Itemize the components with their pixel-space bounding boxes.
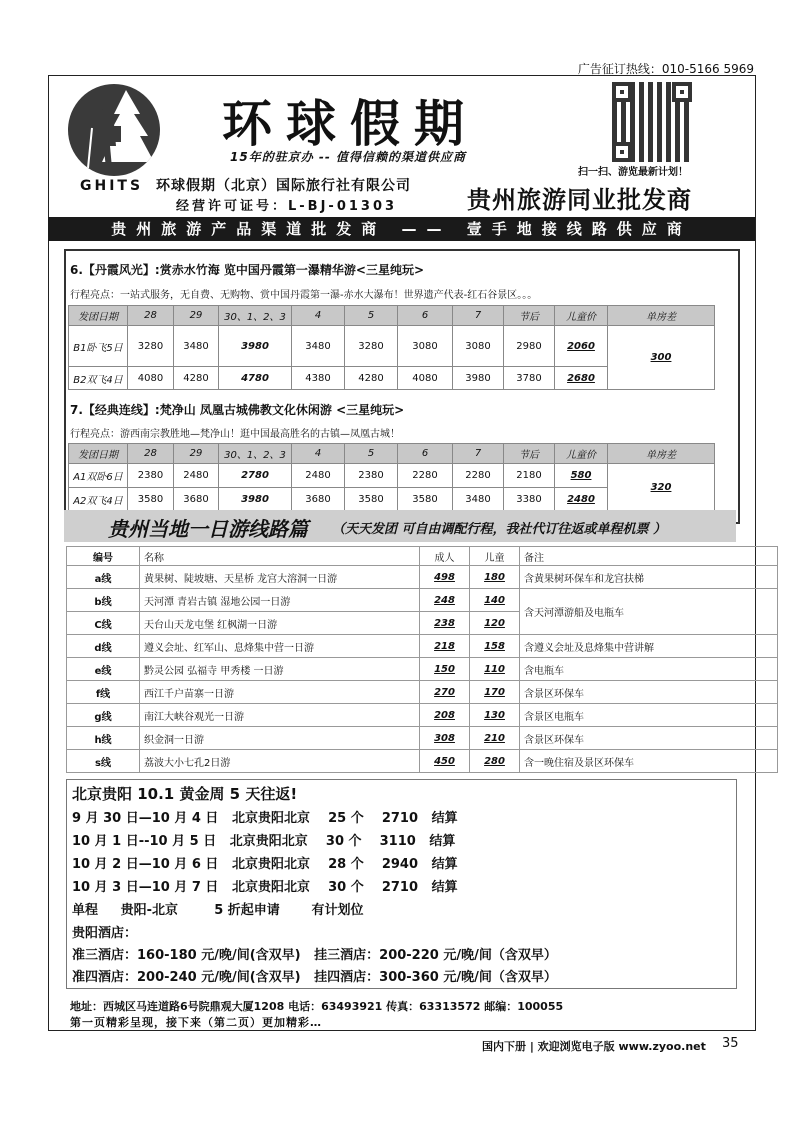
price-cell: 2380: [345, 464, 398, 488]
column-header: 28: [128, 444, 174, 464]
price-cell: 3580: [345, 488, 398, 512]
route-label: B2双飞4日: [69, 367, 128, 390]
tour6-highlight: 行程亮点：一站式服务，无自费、无购物、赏中国丹霞第一瀑-赤水大瀑布！世界遗产代表-红石谷景区。。。: [70, 290, 538, 301]
column-header: 7: [453, 444, 504, 464]
column-header: 5: [345, 306, 398, 326]
column-header: 6: [398, 306, 453, 326]
price-cell: 4280: [174, 367, 219, 390]
tour6-price-table: [68, 305, 715, 390]
route-note: 含景区电瓶车: [520, 704, 778, 727]
column-header: 29: [174, 306, 219, 326]
route-code: d线: [67, 635, 140, 658]
table-row: [67, 681, 778, 704]
column-header: 发团日期: [69, 306, 128, 326]
golden-week-heading: 北京贵阳 10.1 黄金周 5 天往返!: [72, 785, 298, 803]
hiker-tree-logo: [68, 84, 160, 176]
price-cell: 2280: [398, 464, 453, 488]
route-note: 含电瓶车: [520, 658, 778, 681]
adult-price: 450: [420, 750, 470, 773]
local-tours-table: [66, 546, 778, 773]
column-header: 30、1、2、3: [219, 444, 292, 464]
page-number: 35: [722, 1036, 739, 1051]
route-name: 黄果树、陡坡塘、天星桥 龙宫大溶洞一日游: [140, 566, 420, 589]
adult-price: 150: [420, 658, 470, 681]
route-note: 含一晚住宿及景区环保车: [520, 750, 778, 773]
route-name: 西江千户苗寨一日游: [140, 681, 420, 704]
price-cell: 3680: [174, 488, 219, 512]
column-header: 6: [398, 444, 453, 464]
route-note: 含天河潭游船及电瓶车: [520, 589, 778, 635]
child-price: 2060: [555, 326, 608, 367]
column-header: 名称: [140, 547, 420, 566]
price-cell: 4380: [292, 367, 345, 390]
trip-line: 10 月 2 日—10 月 6 日 北京贵阳北京 28 个 2940 结算: [72, 857, 458, 872]
adult-price: 270: [420, 681, 470, 704]
local-tours-title-bar: [64, 510, 736, 542]
footer-more: 第一页精彩呈现，接下来（第二页）更加精彩…: [70, 1016, 322, 1029]
tour7-title: 7.【经典连线】:梵净山 凤凰古城佛教文化休闲游 <三星纯玩>: [70, 403, 405, 417]
adult-price: 308: [420, 727, 470, 750]
table-header-row: [69, 444, 715, 464]
route-code: h线: [67, 727, 140, 750]
brand-slogan: 15年的驻京办 -- 值得信赖的渠道供应商: [230, 150, 467, 164]
price-cell: 3680: [292, 488, 345, 512]
route-note: 含景区环保车: [520, 727, 778, 750]
company-name: 环球假期（北京）国际旅行社有限公司: [156, 178, 411, 194]
child-price: 280: [470, 750, 520, 773]
brand-title: 环球假期: [222, 94, 478, 153]
table-header-row: [67, 547, 778, 566]
column-header: 28: [128, 306, 174, 326]
table-row: [67, 589, 778, 612]
route-code: C线: [67, 612, 140, 635]
price-cell: 3480: [453, 488, 504, 512]
local-tours-title: 贵州当地一日游线路篇: [108, 517, 308, 541]
column-header: 发团日期: [69, 444, 128, 464]
route-code: g线: [67, 704, 140, 727]
route-name: 遵义会址、红军山、息烽集中营一日游: [140, 635, 420, 658]
adult-price: 498: [420, 566, 470, 589]
route-name: 天台山天龙屯堡 红枫湖一日游: [140, 612, 420, 635]
table-row: [69, 464, 715, 488]
price-cell: 2980: [504, 326, 555, 367]
child-price: 580: [555, 464, 608, 488]
adult-price: 208: [420, 704, 470, 727]
price-cell: 2280: [453, 464, 504, 488]
footer-address: 地址：西城区马连道路6号院鼎观大厦1208 电话：63493921 传真：63313572 邮编：100055: [70, 1000, 564, 1013]
table-row: [67, 704, 778, 727]
table-row: [67, 750, 778, 773]
price-cell: 2180: [504, 464, 555, 488]
tour7-highlight: 行程亮点：游西南宗教胜地—梵净山！逛中国最高胜名的古镇—凤凰古城！: [70, 429, 400, 440]
price-cell: 2480: [292, 464, 345, 488]
column-header: 儿童价: [555, 306, 608, 326]
price-cell: 3580: [128, 488, 174, 512]
route-name: 黔灵公园 弘福寺 甲秀楼 一日游: [140, 658, 420, 681]
child-price: 180: [470, 566, 520, 589]
route-code: a线: [67, 566, 140, 589]
price-cell: 3980: [219, 488, 292, 512]
table-row: [67, 727, 778, 750]
adult-price: 218: [420, 635, 470, 658]
child-price: 130: [470, 704, 520, 727]
price-cell: 4080: [128, 367, 174, 390]
column-header: 5: [345, 444, 398, 464]
child-price: 2680: [555, 367, 608, 390]
column-header: 30、1、2、3: [219, 306, 292, 326]
price-cell: 3480: [292, 326, 345, 367]
single-room-supplement: 300: [608, 326, 715, 390]
oneway-line: 单程 贵阳-北京 5 折起申请 有计划位: [72, 903, 364, 918]
hotel-line: 准三酒店：160-180 元/晚/间(含双早) 挂三酒店：200-220 元/晚/间（含双早）: [72, 948, 557, 963]
price-cell: 3480: [174, 326, 219, 367]
wholesale-title: 贵州旅游同业批发商: [467, 185, 692, 214]
column-header: 4: [292, 306, 345, 326]
route-note: 含景区环保车: [520, 681, 778, 704]
column-header: 编号: [67, 547, 140, 566]
child-price: 210: [470, 727, 520, 750]
column-header: 单房差: [608, 444, 715, 464]
child-price: 170: [470, 681, 520, 704]
route-note: 含遵义会址及息烽集中营讲解: [520, 635, 778, 658]
price-cell: 4280: [345, 367, 398, 390]
price-cell: 3280: [128, 326, 174, 367]
tour6-title: 6.【丹霞风光】:赏赤水竹海 览中国丹霞第一瀑精华游<三星纯玩>: [70, 263, 424, 277]
table-row: [67, 566, 778, 589]
price-cell: 3080: [398, 326, 453, 367]
price-cell: 3980: [453, 367, 504, 390]
local-tours-subtitle: （天天发团 可自由调配行程，我社代订往返或单程机票 ）: [332, 522, 667, 537]
route-note: 含黄果树环保车和龙宫扶梯: [520, 566, 778, 589]
price-cell: 2780: [219, 464, 292, 488]
table-row: [67, 635, 778, 658]
child-price: 158: [470, 635, 520, 658]
route-code: s线: [67, 750, 140, 773]
route-label: A1双卧6日: [69, 464, 128, 488]
hotel-title: 贵阳酒店：: [72, 926, 138, 941]
table-row: [69, 326, 715, 367]
tour7-price-table: [68, 443, 715, 512]
column-header: 儿童: [470, 547, 520, 566]
license-number: 经营许可证号：L-BJ-01303: [176, 199, 398, 214]
hotel-line: 准四酒店：200-240 元/晚/间(含双早) 挂四酒店：300-360 元/晚/间（含双早）: [72, 970, 557, 985]
column-header: 7: [453, 306, 504, 326]
qr-caption: 扫一扫、游览最新计划！: [578, 167, 688, 178]
child-price: 110: [470, 658, 520, 681]
slogan-banner: 贵州旅游产品渠道批发商 —— 壹手地接线路供应商: [48, 217, 755, 241]
route-name: 天河潭 青岩古镇 湿地公园一日游: [140, 589, 420, 612]
column-header: 节后: [504, 306, 555, 326]
column-header: 备注: [520, 547, 778, 566]
route-name: 南江大峡谷观光一日游: [140, 704, 420, 727]
column-header: 成人: [420, 547, 470, 566]
price-cell: 3380: [504, 488, 555, 512]
table-header-row: [69, 306, 715, 326]
child-price: 120: [470, 612, 520, 635]
price-cell: 2480: [174, 464, 219, 488]
single-room-supplement: 320: [608, 464, 715, 512]
column-header: 4: [292, 444, 345, 464]
route-label: B1卧飞5日: [69, 326, 128, 367]
price-cell: 3080: [453, 326, 504, 367]
child-price: 140: [470, 589, 520, 612]
child-price: 2480: [555, 488, 608, 512]
column-header: 节后: [504, 444, 555, 464]
trip-line: 10 月 3 日—10 月 7 日 北京贵阳北京 30 个 2710 结算: [72, 880, 458, 895]
route-code: e线: [67, 658, 140, 681]
trip-line: 9 月 30 日—10 月 4 日 北京贵阳北京 25 个 2710 结算: [72, 811, 458, 826]
price-cell: 3580: [398, 488, 453, 512]
price-cell: 3980: [219, 326, 292, 367]
route-name: 荔波大小七孔2日游: [140, 750, 420, 773]
footer-site[interactable]: 国内下册 | 欢迎浏览电子版 www.zyoo.net: [482, 1040, 706, 1053]
column-header: 单房差: [608, 306, 715, 326]
price-cell: 2380: [128, 464, 174, 488]
ad-hotline: 广告征订热线：010-5166 5969: [577, 62, 754, 76]
route-name: 织金洞一日游: [140, 727, 420, 750]
column-header: 儿童价: [555, 444, 608, 464]
price-cell: 3780: [504, 367, 555, 390]
route-code: f线: [67, 681, 140, 704]
price-cell: 3280: [345, 326, 398, 367]
route-label: A2双飞4日: [69, 488, 128, 512]
price-cell: 4080: [398, 367, 453, 390]
price-cell: 4780: [219, 367, 292, 390]
trip-line: 10 月 1 日--10 月 5 日 北京贵阳北京 30 个 3110 结算: [72, 834, 456, 849]
qr-code[interactable]: [612, 82, 692, 162]
adult-price: 248: [420, 589, 470, 612]
logo-text: GHITS: [80, 178, 144, 194]
table-row: [67, 658, 778, 681]
adult-price: 238: [420, 612, 470, 635]
route-code: b线: [67, 589, 140, 612]
column-header: 29: [174, 444, 219, 464]
